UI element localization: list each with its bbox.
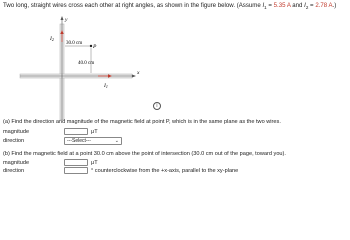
part-b-magnitude-label: magnitude (3, 159, 30, 166)
point-p (90, 45, 92, 47)
part-a-question: (a) Find the direction and magnitude of the magnetic field at point P, which is in the same plane as the two wires. (3, 119, 281, 125)
i1-label: I1 (104, 83, 108, 89)
y-axis-arrow (61, 16, 64, 20)
i2-value: 2.78 A (315, 2, 333, 9)
part-a-magnitude-input[interactable] (64, 128, 88, 135)
part-a-magnitude-row (3, 128, 98, 135)
i2-label: I2 (50, 36, 54, 42)
y-axis-label: y (65, 17, 68, 23)
horizontal-dimension-label: 30.0 cm (66, 41, 83, 46)
part-b-direction-label: direction (3, 167, 25, 174)
info-icon[interactable]: i (153, 102, 161, 110)
part-b-direction-input[interactable] (64, 167, 88, 174)
part-a-direction-select[interactable] (64, 137, 122, 145)
chevron-down-icon: ⌄ (114, 138, 119, 144)
problem-statement: Two long, straight wires cross each other at right angles, as shown in the figure below. (Assume $I_1 = 5.35$ A and $I_2 = 2.78$ A.) (3, 2, 337, 11)
part-b-magnitude-input[interactable] (64, 159, 88, 166)
part-b-direction-row (3, 167, 238, 174)
part-a-direction-label: direction (3, 138, 25, 144)
part-b-question: (b) Find the magnetic field at a point 30.0 cm above the point of intersection (30.0 cm out of the page, toward you). (3, 151, 286, 157)
part-b-magnitude-unit: μT (91, 159, 98, 166)
part-a-magnitude-unit: μT (91, 128, 98, 135)
part-a-direction-row (3, 137, 122, 145)
part-a-magnitude-label: magnitude (3, 128, 30, 135)
part-a-direction-selected: ---Select--- (67, 138, 91, 144)
vertical-dimension-label: 40.0 cm (78, 61, 95, 66)
part-b-magnitude-row (3, 159, 98, 166)
part-b-direction-unit: ° counterclockwise from the +x-axis, parallel to the xy-plane (91, 167, 239, 174)
point-p-label: P (93, 44, 97, 50)
x-axis-arrow (132, 75, 136, 78)
x-axis-label: x (137, 70, 140, 76)
i1-value: 5.35 A (273, 2, 291, 9)
